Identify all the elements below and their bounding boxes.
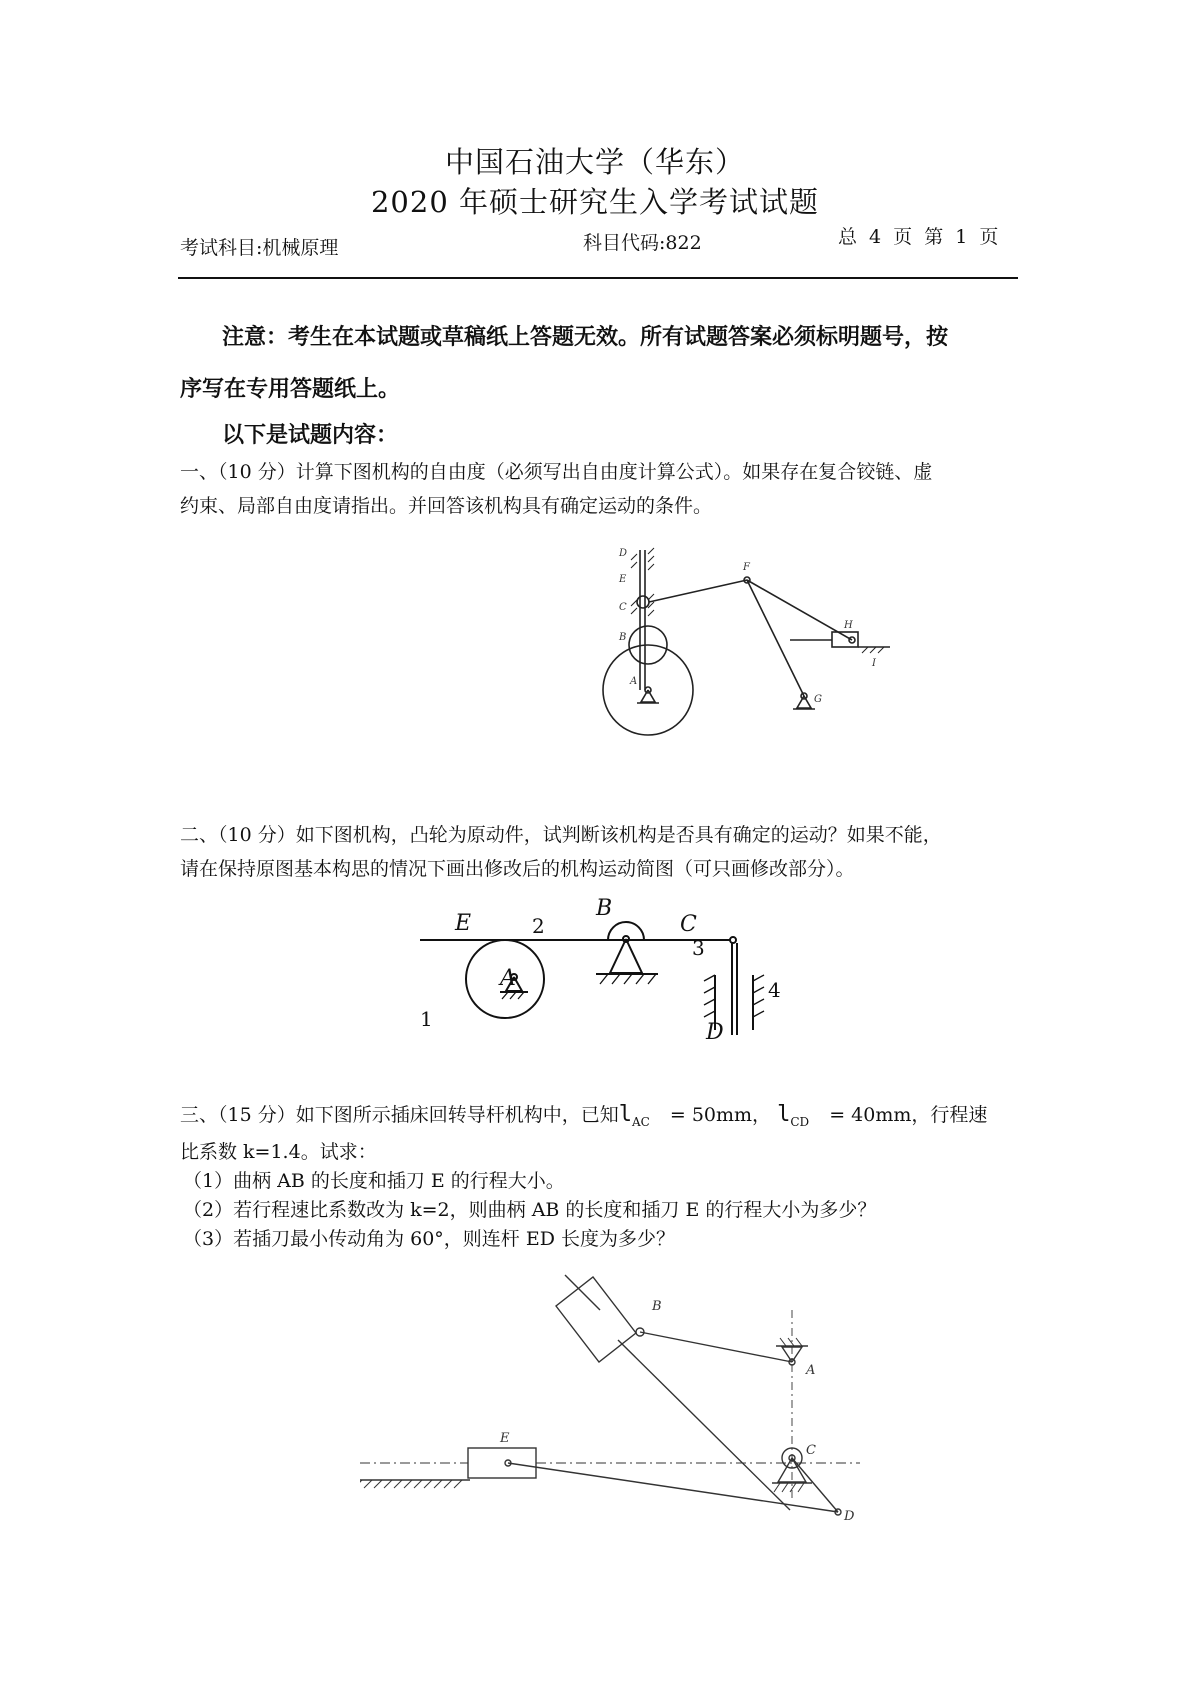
university-title: 中国石油大学（华东） [444, 145, 745, 179]
intro-text: 以下是试题内容： [222, 422, 399, 448]
q1-label-b: B [619, 632, 627, 643]
q3-lac-symbol: l [618, 1102, 632, 1127]
q3-item3: （3）若插刀最小传动角为 60°，则连杆 ED 长度为多少？ [183, 1228, 675, 1250]
q2-label-4: 4 [768, 978, 781, 1002]
q3-label-b: B [652, 1299, 662, 1314]
q3-lcd-symbol: l [777, 1102, 791, 1127]
q1-label-e: E [619, 574, 627, 585]
q3-mechanism-figure [360, 1270, 880, 1530]
q2-line1: 二、（10 分）如下图机构，凸轮为原动件，试判断该机构是否具有确定的运动？如果不能， [180, 824, 942, 846]
q3-item1: （1）曲柄 AB 的长度和插刀 E 的行程大小。 [183, 1170, 565, 1192]
q1-label-h: H [844, 620, 853, 631]
q1-label-c: C [619, 602, 627, 613]
q3-line1 [180, 1098, 987, 1139]
q2-label-e: E [455, 911, 472, 936]
q2-label-1: 1 [420, 1007, 433, 1031]
subject-code: 科目代码:822 [583, 232, 702, 254]
q1-line1: 一、（10 分）计算下图机构的自由度（必须写出自由度计算公式）。如果存在复合铰链、虚 [180, 461, 933, 483]
q1-mechanism-figure [590, 540, 970, 800]
notice-line2: 序写在专用答题纸上。 [180, 376, 401, 402]
q2-label-c: C [680, 912, 697, 937]
q3-line1-prefix: 三、（15 分）如下图所示插床回转导杆机构中，已知 [180, 1104, 619, 1126]
q1-label-a: A [630, 676, 638, 687]
q3-lac-value: = 50mm， [669, 1104, 772, 1126]
header-divider [178, 277, 1018, 279]
page-count: 总 4 页 第 1 页 [838, 226, 999, 248]
q3-lcd-subscript: CD [790, 1114, 810, 1129]
q3-item2: （2）若行程速比系数改为 k=2，则曲柄 AB 的长度和插刀 E 的行程大小为多少？ [183, 1199, 877, 1221]
q2-mechanism-figure [410, 895, 810, 1045]
q2-line2: 请在保持原图基本构思的情况下画出修改后的机构运动简图（可只画修改部分）。 [180, 858, 855, 880]
q3-label-a: A [806, 1363, 816, 1378]
q2-label-d: D [706, 1020, 724, 1045]
subject-label: 考试科目:机械原理 [180, 237, 339, 259]
q3-line2: 比系数 k=1.4。试求： [180, 1141, 377, 1163]
q3-label-e: E [500, 1431, 510, 1446]
q3-label-c: C [806, 1443, 816, 1458]
q2-label-a: A [500, 966, 516, 991]
q2-label-2: 2 [532, 914, 545, 938]
notice-line1: 注意：考生在本试题或草稿纸上答题无效。所有试题答案必须标明题号，按 [222, 324, 949, 350]
q2-label-b: B [596, 896, 613, 921]
q1-label-d: D [619, 548, 628, 559]
q3-label-d: D [844, 1509, 855, 1524]
q1-label-g: G [814, 694, 822, 705]
q1-line2: 约束、局部自由度请指出。并回答该机构具有确定运动的条件。 [180, 495, 713, 517]
q3-lcd-value: = 40mm，行程速 [829, 1104, 988, 1126]
q1-label-f: F [743, 562, 750, 573]
q3-lac-subscript: AC [631, 1114, 650, 1129]
q1-label-i: I [872, 658, 876, 669]
exam-title: 2020 年硕士研究生入学考试试题 [370, 185, 820, 219]
q2-label-3: 3 [692, 936, 705, 960]
